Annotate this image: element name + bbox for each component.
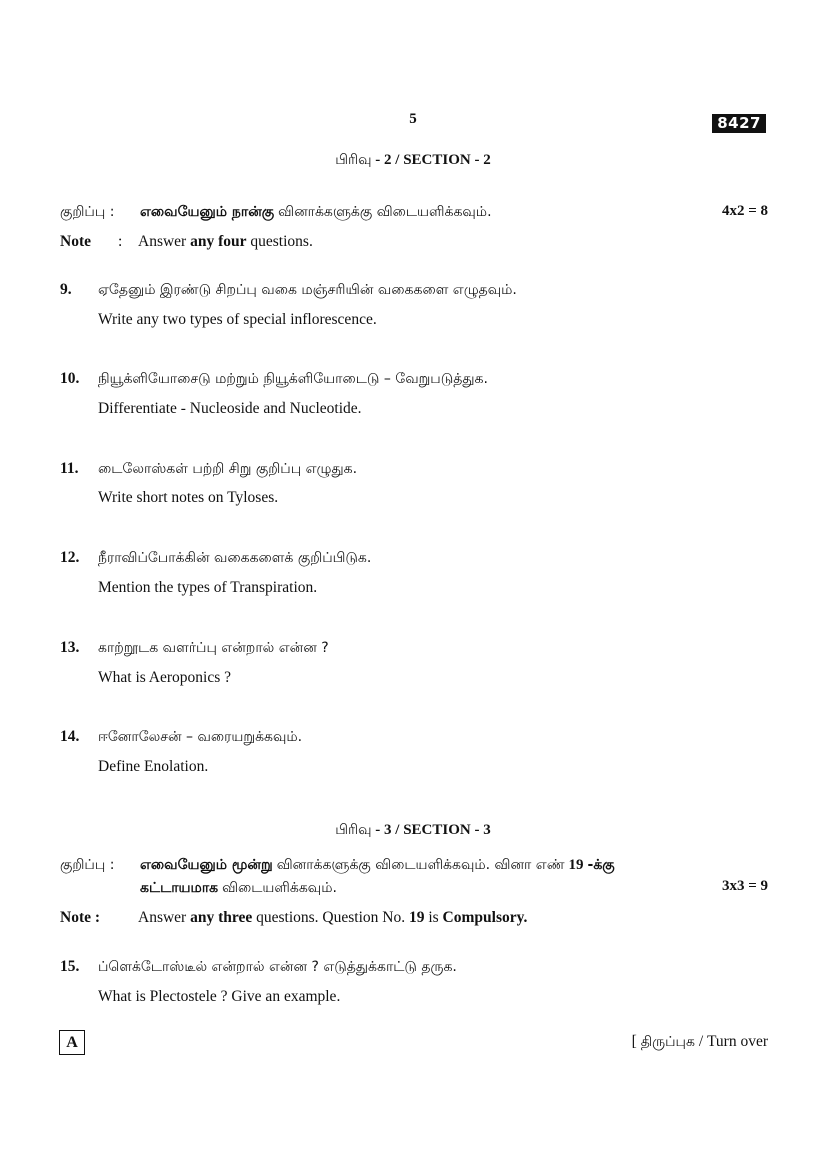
question-text-ta: நீராவிப்போக்கின் வகைகளைக் குறிப்பிடுக. (98, 550, 372, 566)
section-3-note-en: Note : Answer any three questions. Question No. 19 is Compulsory. (60, 909, 528, 926)
question-number: 13. (60, 639, 80, 656)
paper-code-badge: 8427 (712, 114, 766, 133)
version-box: A (59, 1030, 85, 1055)
section-2-marks: 4x2 = 8 (721, 203, 768, 219)
section-2-note-ta: குறிப்பு : எவையேனும் நான்கு வினாக்களுக்கு விடையளிக்கவும். (60, 204, 492, 220)
section-3-note-ta-line2: கட்டாயமாக விடையளிக்கவும். (140, 880, 337, 896)
page-number: 5 (409, 111, 417, 127)
section-3-title: பிரிவு - 3 / SECTION - 3 (335, 822, 491, 838)
question-number: 12. (60, 549, 80, 566)
question-text-ta: டைலோஸ்கள் பற்றி சிறு குறிப்பு எழுதுக. (98, 461, 358, 477)
question-text-ta: ப்ளெக்டோஸ்டீல் என்றால் என்ன ? எடுத்துக்காட்டு தருக. (98, 959, 457, 975)
question-number: 9. (60, 281, 72, 298)
question-text-en: Mention the types of Transpiration. (98, 579, 318, 596)
question-number: 11. (60, 460, 79, 477)
section-3-marks: 3x3 = 9 (721, 878, 768, 894)
section-2-title: பிரிவு - 2 / SECTION - 2 (335, 152, 491, 168)
question-text-ta: ஏதேனும் இரண்டு சிறப்பு வகை மஞ்சரியின் வகைகளை எழுதவும். (98, 282, 517, 298)
question-text-en: What is Aeroponics ? (98, 669, 232, 686)
question-text-ta: காற்றூடக வளர்ப்பு என்றால் என்ன ? (98, 640, 329, 656)
question-text-en: Write any two types of special inflorescence. (98, 311, 377, 328)
section-3-note-ta: குறிப்பு : எவையேனும் மூன்று வினாக்களுக்கு விடையளிக்கவும். வினா எண் 19 -க்கு (60, 857, 615, 873)
question-text-en: Differentiate - Nucleoside and Nucleotide. (98, 400, 362, 417)
question-number: 14. (60, 728, 80, 745)
question-text-ta: நியூக்ளியோசைடு மற்றும் நியூக்ளியோடைடு – வேறுபடுத்துக. (98, 371, 488, 387)
turn-over-label: [ திருப்புக / Turn over (631, 1033, 768, 1050)
question-text-en: What is Plectostele ? Give an example. (98, 988, 341, 1005)
section-2-note-en: Note : Answer any four questions. (60, 233, 313, 250)
question-text-en: Define Enolation. (98, 758, 209, 775)
question-text-ta: ஈனோலேசன் – வரையறுக்கவும். (98, 729, 303, 745)
question-number: 10. (60, 370, 80, 387)
question-text-en: Write short notes on Tyloses. (98, 489, 279, 506)
question-number: 15. (60, 958, 80, 975)
